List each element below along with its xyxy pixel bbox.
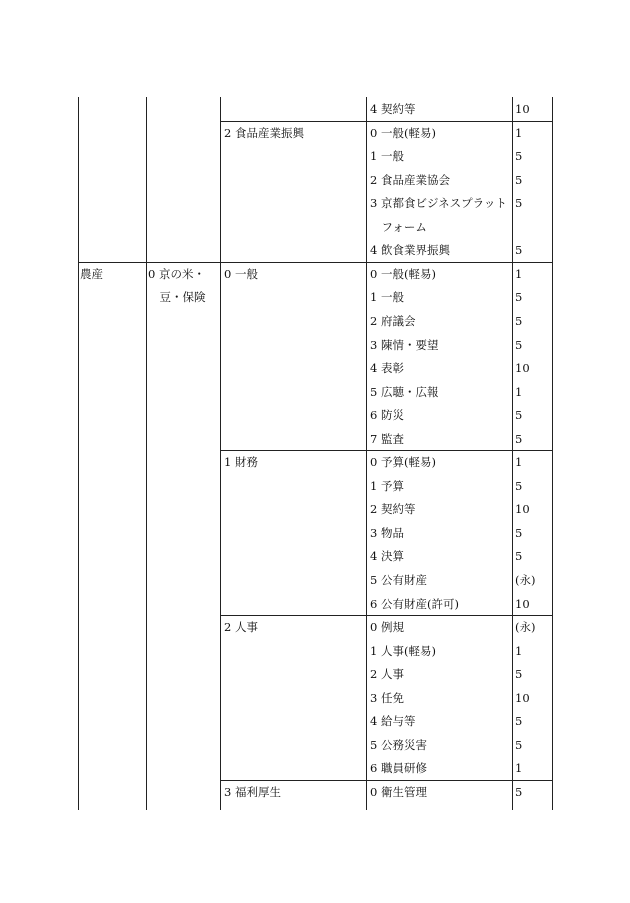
retention-cell: 5 [515, 549, 523, 564]
retention-cell: (永) [515, 620, 536, 635]
column-rule [366, 97, 367, 810]
retention-cell: 5 [515, 337, 523, 352]
group-cell: 1 財務 [224, 455, 258, 470]
item-cell: 4 表彰 [370, 361, 404, 376]
group-cell: 3 福利厚生 [224, 784, 281, 799]
retention-cell: 5 [515, 149, 523, 164]
item-cell: 4 飲食業界振興 [370, 243, 450, 258]
row-rule [220, 780, 552, 781]
retention-cell: 1 [515, 125, 523, 140]
item-cell: 2 契約等 [370, 502, 416, 517]
row-rule [220, 121, 552, 122]
retention-cell: 5 [515, 172, 523, 187]
row-rule [220, 450, 552, 451]
retention-cell: 10 [515, 102, 530, 116]
retention-cell: 5 [515, 290, 523, 305]
item-cell: 1 予算 [370, 478, 404, 493]
column-rule [220, 97, 221, 810]
item-cell: 6 公有財産(許可) [370, 596, 459, 611]
retention-cell: 5 [515, 714, 523, 729]
item-cell: 0 衛生管理 [370, 784, 427, 799]
retention-cell: 1 [515, 761, 523, 776]
retention-cell: 5 [515, 431, 523, 446]
group-cell: 2 食品産業振興 [224, 125, 304, 140]
retention-cell: 10 [515, 596, 530, 611]
item-cell: 6 防災 [370, 408, 404, 423]
item-cell: 6 職員研修 [370, 761, 427, 776]
retention-cell: 5 [515, 525, 523, 540]
retention-cell: 5 [515, 243, 523, 258]
retention-cell: 1 [515, 455, 523, 470]
item-cell: フォーム [370, 219, 427, 234]
retention-cell: 5 [515, 478, 523, 493]
retention-cell: 10 [515, 502, 530, 517]
column-rule [552, 97, 553, 810]
group-cell: 2 人事 [224, 620, 258, 635]
division-cell: 豆・保険 [148, 290, 206, 305]
item-cell: 5 広聴・広報 [370, 384, 439, 399]
column-rule [78, 97, 79, 810]
category-cell: 農産 [80, 266, 103, 281]
item-cell: 0 予算(軽易) [370, 455, 436, 470]
item-cell: 0 一般(軽易) [370, 125, 436, 140]
retention-cell: 5 [515, 196, 523, 211]
retention-cell: (永) [515, 573, 536, 587]
item-cell: 5 公有財産 [370, 573, 427, 587]
item-cell: 2 食品産業協会 [370, 172, 450, 187]
item-cell: 3 陳情・要望 [370, 337, 439, 352]
row-rule [78, 262, 552, 263]
column-rule [512, 97, 513, 810]
retention-cell: 1 [515, 384, 523, 399]
retention-cell: 10 [515, 690, 530, 705]
retention-cell: 1 [515, 266, 523, 281]
retention-cell: 5 [515, 408, 523, 423]
item-cell: 3 京都食ビジネスプラット [370, 196, 507, 211]
item-cell: 4 契約等 [370, 102, 416, 116]
retention-cell: 5 [515, 667, 523, 682]
item-cell: 5 公務災害 [370, 737, 427, 752]
item-cell: 1 一般 [370, 149, 404, 164]
item-cell: 0 一般(軽易) [370, 266, 436, 281]
item-cell: 1 人事(軽易) [370, 643, 436, 658]
retention-cell: 5 [515, 737, 523, 752]
retention-cell: 1 [515, 643, 523, 658]
item-cell: 3 物品 [370, 525, 404, 540]
retention-cell: 10 [515, 361, 530, 376]
item-cell: 2 人事 [370, 667, 404, 682]
item-cell: 3 任免 [370, 690, 404, 705]
division-cell: 0 京の米・ [148, 266, 205, 281]
item-cell: 4 決算 [370, 549, 404, 564]
group-cell: 0 一般 [224, 266, 258, 281]
item-cell: 7 監査 [370, 431, 404, 446]
column-rule [146, 97, 147, 810]
retention-cell: 5 [515, 784, 523, 799]
row-rule [220, 615, 552, 616]
item-cell: 0 例規 [370, 620, 404, 635]
item-cell: 1 一般 [370, 290, 404, 305]
item-cell: 2 府議会 [370, 313, 416, 328]
item-cell: 4 給与等 [370, 714, 416, 729]
retention-cell: 5 [515, 313, 523, 328]
